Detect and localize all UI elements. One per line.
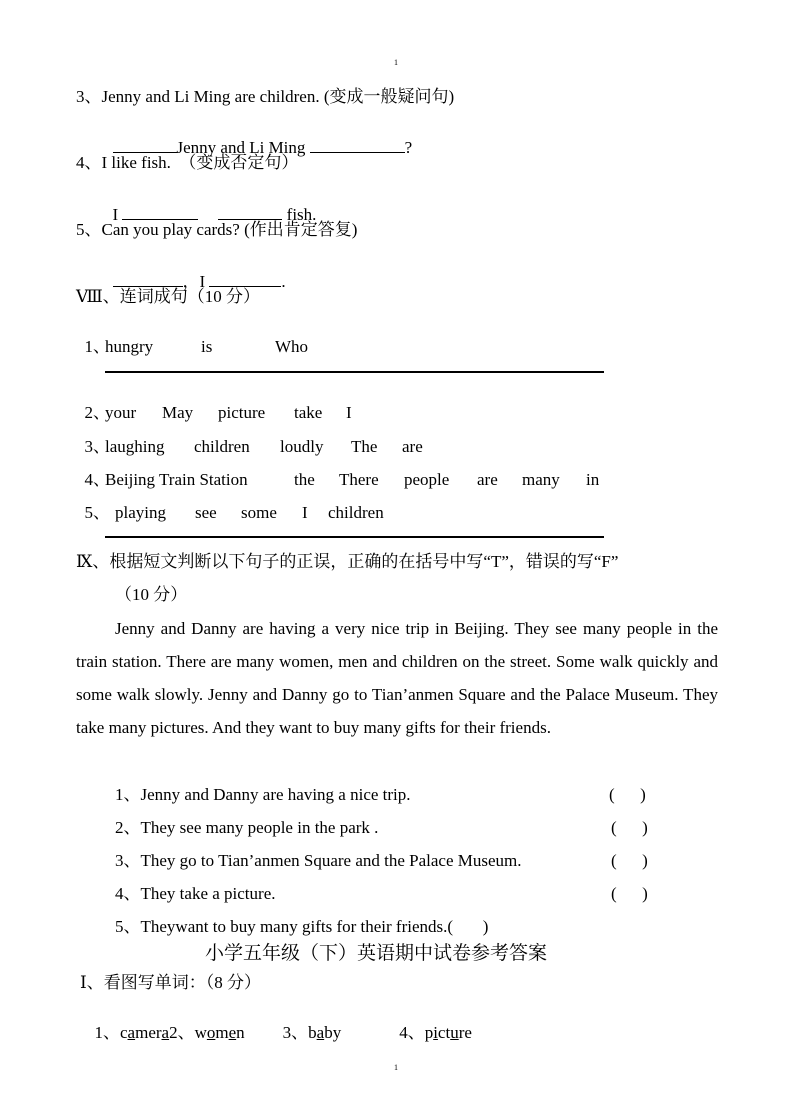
reorder-item-3: 3、 laughing children loudly The are bbox=[84, 437, 423, 456]
answer-text: ，I bbox=[182, 272, 210, 291]
answer-bracket[interactable]: ( ) bbox=[611, 851, 648, 870]
question-5-answer-line bbox=[104, 255, 286, 290]
answer-line[interactable] bbox=[105, 371, 604, 373]
answer-text: Jenny and Li Ming bbox=[176, 138, 310, 157]
page-number-top: 1 bbox=[394, 58, 398, 67]
question-4-prompt: 4、I like fish. （变成否定句） bbox=[76, 153, 299, 172]
answer-line-1: 1、camera2、women 3、baby 4、picture bbox=[94, 1023, 472, 1042]
reading-passage: Jenny and Danny are having a very nice trip in Beijing. They see many people in the train station. There are many women, men and children on the street. Some walk quickly and some walk slowly. Jenny and Danny go to Tian’anmen Square and the Palace Museum. They take many pictures. And they want to buy many gifts for their friends. bbox=[76, 619, 718, 737]
answer-bracket[interactable]: ( ) bbox=[611, 884, 648, 903]
reorder-item-4: 4、 Beijing Train Station the There people are many in bbox=[84, 470, 600, 489]
section-8-heading: Ⅷ、连词成句（10 分） bbox=[76, 287, 261, 306]
answer-blank[interactable] bbox=[218, 205, 282, 220]
question-4-answer-line bbox=[104, 188, 316, 223]
question-5-prompt: 5、Can you play cards? (作出肯定答复) bbox=[76, 220, 358, 239]
answer-text: ? bbox=[404, 138, 413, 157]
statement-3: 3、They go to Tian’anmen Square and the Palace Museum. bbox=[115, 851, 522, 870]
answer-blank[interactable] bbox=[113, 272, 183, 287]
statement-5: 5、Theywant to buy many gifts for their friends.( ) bbox=[115, 917, 489, 936]
answer-bracket[interactable]: ( ) bbox=[609, 785, 646, 804]
answer-key-title: 小学五年级（下）英语期中试卷参考答案 bbox=[205, 943, 548, 964]
answer-text: fish. bbox=[282, 205, 317, 224]
answer-text: I bbox=[112, 205, 123, 224]
answer-blank[interactable] bbox=[310, 138, 405, 153]
page-number-bottom: 1 bbox=[394, 1063, 398, 1072]
statement-1: 1、Jenny and Danny are having a nice trip. bbox=[115, 785, 411, 804]
answer-line[interactable] bbox=[105, 536, 604, 538]
reorder-item-1: 1、 hungry is Who bbox=[84, 337, 309, 356]
question-3-answer-line bbox=[104, 121, 412, 156]
statement-4: 4、They take a picture. bbox=[115, 884, 276, 903]
question-3-prompt: 3、Jenny and Li Ming are children. (变成一般疑问句) bbox=[76, 87, 455, 106]
section-9-heading: Ⅸ、根据短文判断以下句子的正误，正确的在括号中写“T”，错误的写“F” bbox=[76, 552, 619, 571]
reorder-item-5: 5、 playing see some I children bbox=[84, 503, 384, 522]
answer-text: . bbox=[281, 272, 286, 291]
reorder-item-2: 2、 your May picture take I bbox=[84, 403, 352, 422]
answer-section-1-heading: Ⅰ、看图写单词：（8 分） bbox=[80, 973, 261, 992]
section-9-points: （10 分） bbox=[115, 585, 188, 604]
answer-blank[interactable] bbox=[113, 138, 177, 153]
answer-blank[interactable] bbox=[209, 272, 281, 287]
answer-bracket[interactable]: ( ) bbox=[611, 818, 648, 837]
answer-blank[interactable] bbox=[122, 205, 198, 220]
statement-2: 2、They see many people in the park . bbox=[115, 818, 379, 837]
